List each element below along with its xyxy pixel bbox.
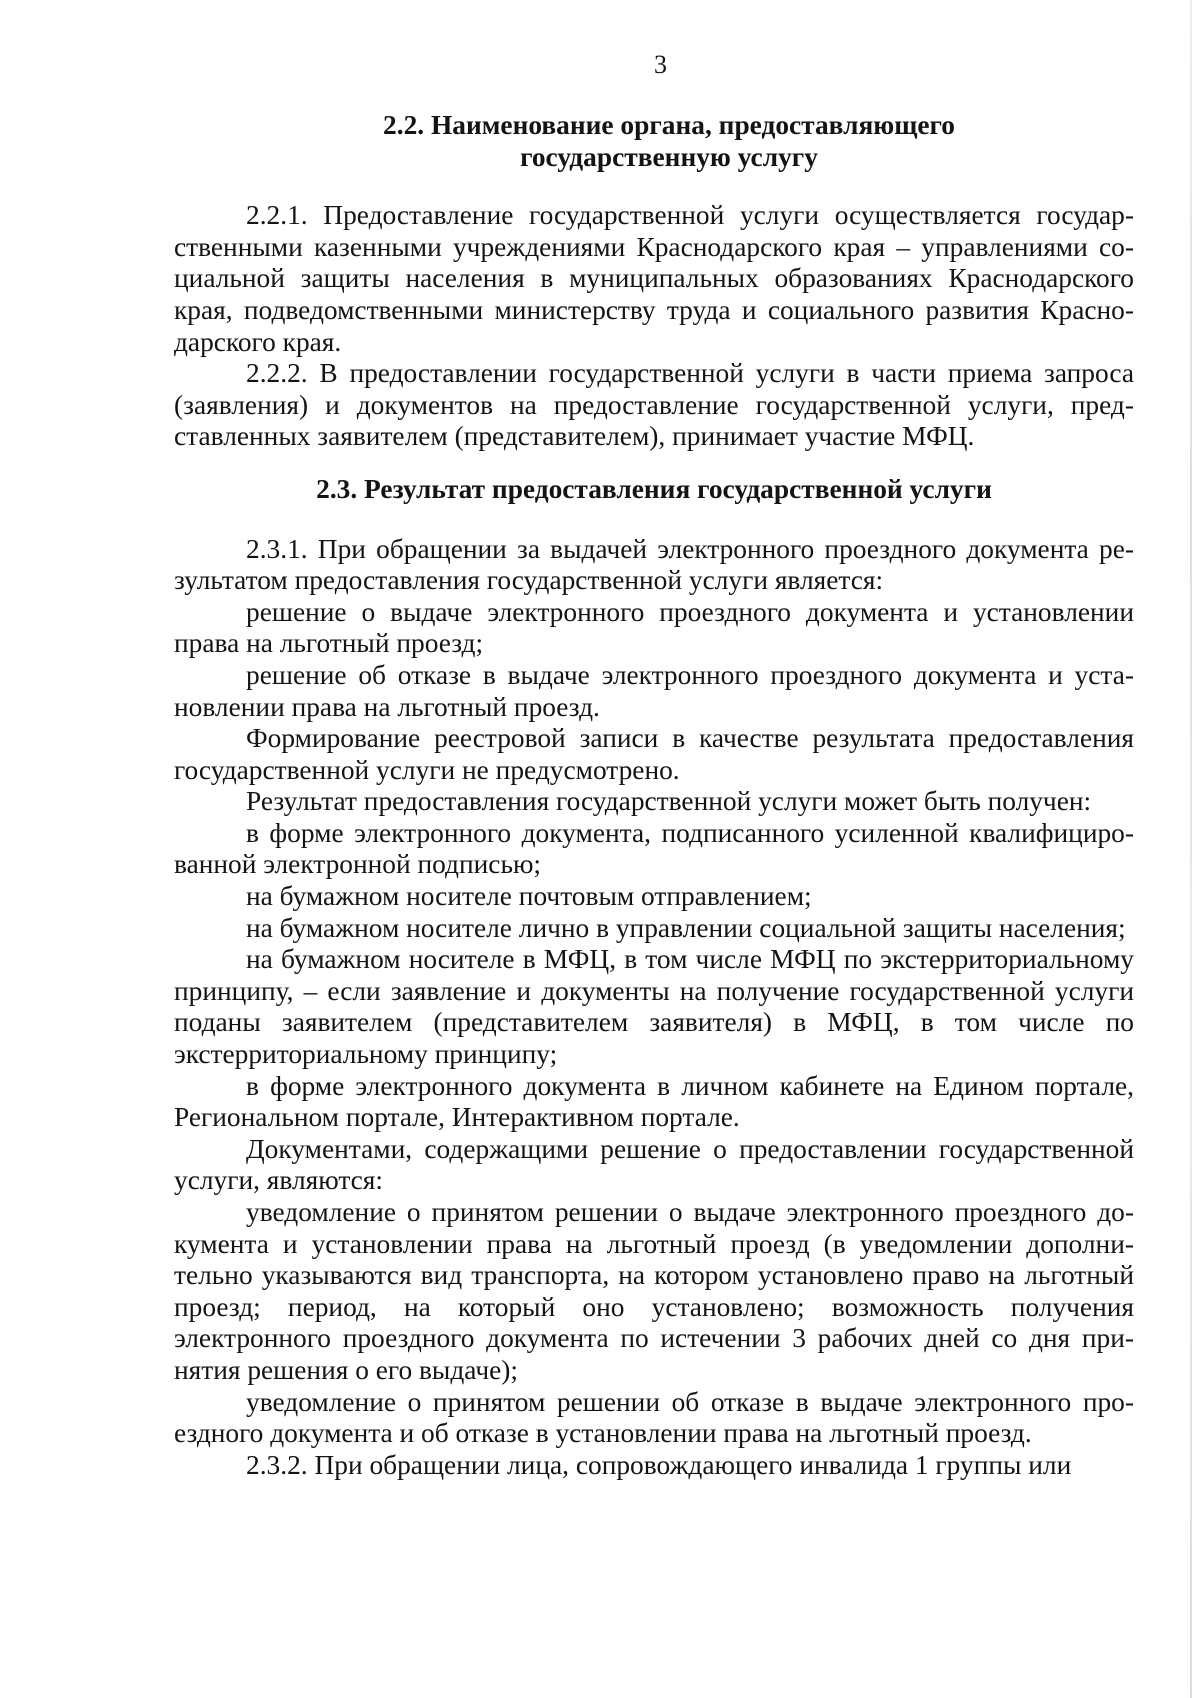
paragraph: на бумажном носителе в МФЦ, в том числе МФЦ по экстерриториальному принципу, – если заявление и документы на получение государственной услуги поданы заявителем (представителем заявителя) в МФЦ, в том числе по экстерриториальному принципу; — [174, 944, 1134, 1070]
paragraph: уведомление о принятом решении об отказе в выдаче электронного проездного документа и об отказе в установлении права на льготный проезд. — [174, 1386, 1134, 1449]
paragraph: на бумажном носителе лично в управлении социальной защиты населения; — [246, 912, 1126, 943]
section-heading-line: государственную услугу — [520, 141, 818, 172]
paragraph: 2.3.2. При обращении лица, сопровождающего инвалида 1 группы или — [246, 1449, 1072, 1480]
section-heading-2-3: 2.3. Результат предоставления государственной услуги — [316, 473, 992, 504]
paragraph: 2.2.1. Предоставление государственной услуги осуществляется государственными казенными учреждениями Краснодарского края – управлениями социальной защиты населения в муниципальных образованиях Краснодарского края, подведомственными министерству труда и социального развития Краснодарского края. — [174, 200, 1134, 357]
paragraph: решение о выдаче электронного проездного документа и установлении права на льготный проезд; — [174, 596, 1134, 659]
document-body — [174, 110, 1134, 1481]
paragraph: на бумажном носителе почтовым отправлением; — [246, 881, 812, 912]
section-heading-2-2 — [204, 110, 1134, 173]
page-number: 3 — [654, 50, 667, 79]
paragraph: уведомление о принятом решении о выдаче электронного проездного документа и установлении права на льготный проезд (в уведомлении дополнительно указываются вид транспорта, на котором установлено право на льготный проезд; период, на который оно установлено; возможность получения электронного проездного документа по истечении 3 рабочих дней со дня принятия решения о его выдаче); — [174, 1197, 1134, 1385]
paragraph: в форме электронного документа в личном кабинете на Едином портале, Региональном портале, Интерактивном портале. — [174, 1070, 1134, 1133]
scan-edge — [1190, 0, 1192, 1698]
section-heading-line: 2.2. Наименование органа, предоставляющего — [383, 110, 955, 140]
paragraph: решение об отказе в выдаче электронного проездного документа и установлении права на льготный проезд. — [174, 659, 1134, 722]
paragraph: Результат предоставления государственной услуги может быть получен: — [246, 786, 1092, 817]
paragraph: Формирование реестровой записи в качестве результата предоставления государственной услуги не предусмотрено. — [174, 723, 1134, 785]
paragraph: 2.2.2. В предоставлении государственной услуги в части приема запроса (заявления) и документов на предоставление государственной услуги, представленных заявителем (представителем), принимает участие МФЦ. — [174, 358, 1134, 452]
paragraph: Документами, содержащими решение о предоставлении государственной услуги, являются: — [174, 1133, 1134, 1196]
paragraph: в форме электронного документа, подписанного усиленной квалифицированной электронной подписью; — [174, 817, 1134, 880]
paragraph: 2.3.1. При обращении за выдачей электронного проездного документа результатом предоставления государственной услуги является: — [174, 533, 1134, 596]
